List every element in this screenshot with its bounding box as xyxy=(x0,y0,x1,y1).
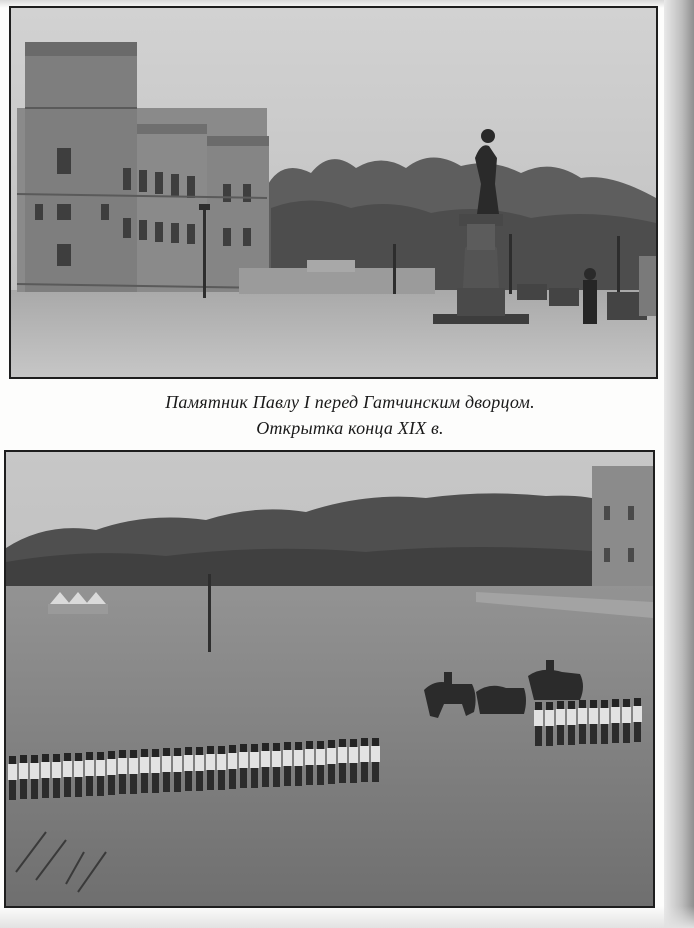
page-bottom-shadow xyxy=(0,906,694,928)
parade-ground-photo xyxy=(4,450,655,908)
caption-line-1: Памятник Павлу I перед Гатчинским дворцом. xyxy=(165,392,535,412)
page-gutter-shadow xyxy=(664,0,694,928)
caption-line-2: Открытка конца XIX в. xyxy=(256,418,444,438)
monument-palace-photo xyxy=(9,6,658,379)
